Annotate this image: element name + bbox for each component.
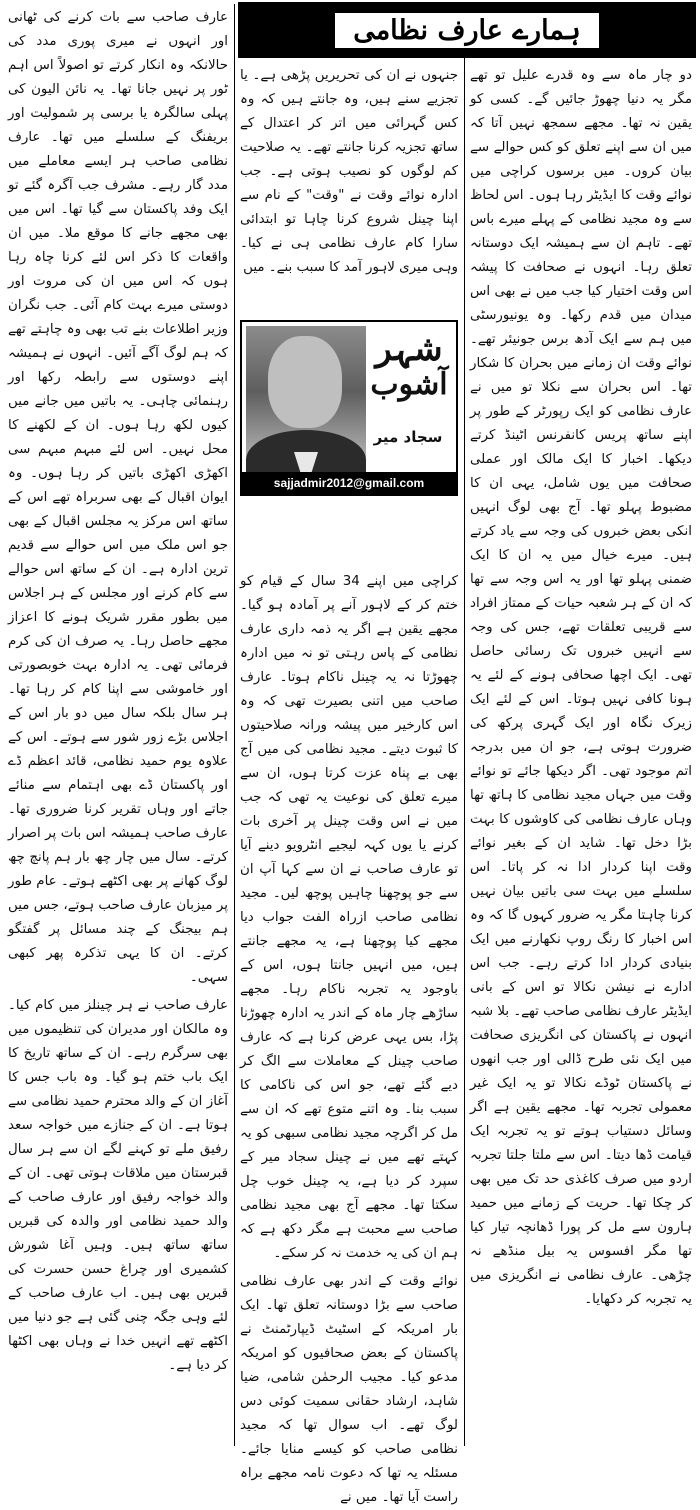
- paragraph: عارف صاحب سے بات کرنے کی ٹھانی اور انہوں نے میری پوری مدد کی حالانکہ وہ انکار کرتے تو اصولاً اس اہم ٹور پر نہیں جانا تھا۔ یہ نائن الیون کی پہلی سالگرہ یا برسی پر شمولیت اور بریفنگ کے سلسلے میں تھا۔ عارف نظامی صاحب ہر ایسے معاملے میں مدد گار رہے۔ مشرف جب آگرہ گئے تو ایک وفد پاکستان سے گیا تھا۔ اس میں بھی مجھے جانے کا موقع ملا۔ میں ان واقعات کا ذکر اس لئے کرنا چاہ رہا ہوں کہ اس میں ان کی مروت اور دوستی میرے بہت کام آئی۔ جب نگران وزیر اطلاعات بنے تب بھی وہ چاہتے تھے کہ ہم لوگ آگے آئیں۔ انہوں نے ہمیشہ اپنے دوستوں سے رابطہ رکھا اور رہنمائی چاہی۔ یہ باتیں میں جانے میں کیوں لکھ رہا ہوں۔ ان کے لکھنے کا محل نہیں۔ اس لئے مبہم مبہم سی اکھڑی اکھڑی باتیں کر رہا ہوں۔ وہ ایوان اقبال کے بھی سربراہ تھے اس کے ساتھ اس مرکز یہ مجلس اقبال کے بھی جو اس ملک میں اس حوالے سے قدیم ترین ادارہ ہے۔ ان کے ساتھ اس حوالے سے کام کرنے اور مجلس کے ہر اجلاس میں بطور مقرر شریک ہونے کا اعزاز مجھے حاصل رہا۔ یہ صرف ان کی کرم فرمائی تھی۔ یہ ادارہ بہت خوبصورتی اور خاموشی سے اپنا کام کر رہا تھا۔ ہر سال بلکہ سال میں دو بار اس کے اجلاس بڑے زور شور سے ہوتے۔ اس کے علاوہ یوم حمید نظامی، قائد اعظم ڈے اور پاکستان ڈے بھی اہتمام سے منائے جاتے اور وہاں تقریر کرنا ضروری تھا۔ عارف صاحب ہمیشہ اس بات پر اصرار کرتے۔ سال میں چار چھ بار ہم پانچ چھ لوگ کھانے پر بھی اکٹھے ہوتے۔ عام طور پر میزبان عارف صاحب ہوتے، جس میں ہم بیجنگ کے چند مسائل پر گفتگو کرتے۔ ان کا یہی تذکرہ پھر کبھی سہی۔: [8, 10, 228, 985]
- column-divider: [464, 4, 465, 1446]
- middle-column-bottom: [240, 570, 458, 1505]
- author-email: sajjadmir2012@gmail.com: [242, 472, 456, 494]
- column-divider: [234, 4, 235, 1446]
- author-name: سجاد میر: [373, 428, 443, 446]
- author-photo: [246, 326, 366, 490]
- paragraph: عارف صاحب نے ہر چینلز میں کام کیا۔ وہ مالکان اور مدیران کی تنظیموں میں بھی سرگرم رہے۔ ان کے ساتھ تاریخ کا ایک باب ختم ہو گیا۔ وہ باب جس کا آغاز ان کے والد محترم حمید نظامی سے ہوتا ہے۔ ان کے جنازے میں خواجہ سعد رفیق ملے تو کہنے لگے ان سے ہر سال قبرستان میں ملاقات ہوتی تھی۔ ان کے والد خواجہ رفیق اور عارف صاحب کے والد حمید نظامی اور والدہ کی قبریں ساتھ ساتھ ہیں۔ وہیں آغا شورش کشمیری اور چراغ حسن حسرت کی قبریں بھی ہیں۔ اب عارف صاحب کے لئے وہی جگہ چنی گئی ہے جو دنیا میں اکٹھے تھے انہیں خدا نے وہاں بھی اکٹھا کر دیا ہے۔: [8, 998, 228, 1373]
- column-logo-line2: آشوب: [370, 367, 448, 402]
- column-logo: [368, 330, 450, 402]
- paragraph: نوائے وقت کے اندر بھی عارف نظامی صاحب سے بڑا دوستانہ تعلق تھا۔ ایک بار امریکہ کے اسٹیٹ ڈیپارٹمنٹ نے پاکستان کے بعض صحافیوں کو امریکہ مدعو کیا۔ مجیب الرحمٰن شامی، ضیا شاہد، ارشاد حقانی سمیت کوئی دس لوگ تھے۔ اب سوال تھا کہ مجید نظامی صاحب کو کیسے منایا جائے۔ مسئلہ یہ تھا کہ دعوت نامہ مجھے براہ راست آیا تھا۔ میں نے: [240, 1274, 458, 1505]
- columnist-box: [240, 320, 458, 496]
- paragraph: کراچی میں اپنے 34 سال کے قیام کو ختم کر کے لاہور آنے پر آمادہ ہو گیا۔ مجھے یقین ہے اگر یہ ذمہ داری عارف نظامی کے پاس رہتی تو نہ میں ادارہ چھوڑتا نہ یہ چینل ناکام ہوتا۔ عارف صاحب میں اتنی بصیرت تھی کہ وہ اس کارخیر میں پیشہ ورانہ صلاحیتوں کا ثبوت دیتے۔ مجید نظامی کی میں آج بھی بے پناہ عزت کرتا ہوں، ان سے میرے تعلق کی نوعیت یہ تھی کہ جب میں نے اس وقت چینل پر آخری بات کرنے یا یوں کہہ لیجیے انٹرویو دینے آیا تو عارف صاحب نے ان سے کہا آپ ان سے جو پوچھنا چاہیں پوچھ لیں۔ مجید نظامی صاحب ازراہ الفت جواب دیا مجھے کیا پوچھنا ہے، یہ مجھے جانتے ہیں، میں انہیں جانتا ہوں، اس کے باوجود یہ تجربہ ناکام رہا۔ مجھے ساڑھے چار ماہ کے اندر یہ ادارہ چھوڑنا پڑا، بس یہی عرض کرنا ہے کہ عارف صاحب چینل کے معاملات سے الگ کر دیے گئے تھے، جو اس کی ناکامی کا سبب بنا۔ وہ اتنے متوع تھے کہ ان سے مل کر اگرچہ مجید نظامی سبھی کو یہ کہتے تھے میں نے چینل سجاد میر کے سپرد کر دیا ہے، یہ چینل خوب چل سکتا تھا۔ مجھے آج بھی مجید نظامی صاحب سے محبت ہے مگر دکھ ہے کہ ہم ان کی یہ خدمت نہ کر سکے۔: [240, 574, 458, 1261]
- column-logo-line1: شہر: [375, 329, 443, 369]
- headline-banner: [238, 2, 696, 58]
- left-column: [8, 6, 228, 1446]
- headline: ہمارے عارف نظامی: [335, 13, 599, 48]
- right-column: [470, 64, 692, 1446]
- paragraph: دو چار ماہ سے وہ قدرے علیل تو تھے مگر یہ دنیا چھوڑ جائیں گے۔ کسی کو یقین نہ تھا۔ مجھے سمجھ نہیں آتا کہ میں ان سے اپنے تعلق کو کس حوالے سے بیان کروں۔ میں برسوں کراچی میں نوائے وقت کا ایڈیٹر رہا ہوں۔ اس لحاظ سے وہ مجید نظامی کے پہلے میرے باس تھے۔ تاہم ان سے ہمیشہ ایک دوستانہ تعلق رہا۔ انہوں نے صحافت کا پیشہ اس وقت اختیار کیا جب میں نے بھی اس میدان میں قدم رکھا۔ وہ یونیورسٹی میں ہم سے ایک آدھ برس جونیئر تھے۔ نوائے وقت ان زمانے میں بحران کا شکار تھا۔ اس بحران سے نکلا تو میں نے عارف نظامی کو ایک رپورٹر کے طور پر اپنے ساتھ پریس کانفرنس اٹینڈ کرتے دیکھا۔ اخبار کا ایک مالک اور عملی صحافت میں یوں شامل، یہی ان کا مضبوط پہلو تھا۔ آج بھی لوگ انہیں انکی بعض خبروں کی وجہ سے یاد کرتے ہیں۔ میرے خیال میں یہ ان کا ایک ضمنی پہلو تھا اور یہ اس وجہ سے تھا کہ ان کے ہر شعبہ حیات کے ممتاز افراد سے قریبی تعلقات تھے، جس کی وجہ سے انہیں خبروں تک رسائی حاصل تھی۔ ایک اچھا صحافی ہونے کے لئے یہ ہونا کافی نہیں ہوتا۔ اس کے لئے ایک زیرک نگاہ اور ایک گہری پرکھ کی ضرورت ہوتی ہے، جو ان میں بدرجہ اتم موجود تھی۔ اگر دیکھا جائے تو نوائے وقت میں جہاں مجید نظامی کا ہاتھ تھا وہاں عارف نظامی کی کاوشوں کا بہت بڑا دخل تھا۔ شاید ان کے بغیر نوائے وقت اپنا کردار ادا نہ کر پاتا۔ اس سلسلے میں بہت سی باتیں بیان نہیں کرنا چاہتا مگر یہ ضرور کہوں گا کہ وہ اس اخبار کا رنگ روپ نکھارنے میں ایک بنیادی کردار ادا کرتے رہے۔ جب اس ادارے نے نیشن نکالا تو اس کے بانی ایڈیٹر عارف نظامی صاحب تھے۔ بلا شبہ انہوں نے پاکستان کی انگریزی صحافت میں ایک نئی طرح ڈالی اور جب انھوں نے پاکستان ٹوڈے نکالا تو یہ ایک غیر معمولی تجربہ تھا۔ مجھے یقین ہے اگر وسائل دستیاب ہوتے تو یہ تجربہ ایک قیامت ڈھا دیتا۔ اس سے ملتا جلتا تجربہ اردو میں صرف کاغذی حد تک میں بھی کر چکا تھا۔ حریت کے زمانے میں حمید ہارون سے مل کر پورا ڈھانچہ تیار کیا تھا مگر افسوس یہ بیل منڈھے نہ چڑھی۔ عارف نظامی نے انگریزی میں یہ تجربہ کر دکھایا۔: [469, 68, 692, 1307]
- photo-head: [268, 336, 342, 428]
- middle-column-top: [240, 64, 458, 314]
- paragraph: جنہوں نے ان کی تحریریں پڑھی ہے۔ یا تجزیے سنے ہیں، وہ جانتے ہیں کہ وہ کس گہرائی میں اتر کر اعتدال کے ساتھ تجزیہ کرنا جانتے تھے۔ یہ صلاحیت کم لوگوں کو نصیب ہوتی ہے۔ جب ادارہ نوائے وقت نے "وقت" کے نام سے اپنا چینل شروع کرنا چاہا تو ابتدائی سارا کام عارف نظامی ہی نے کیا۔ وہی میری لاہور آمد کا سبب بنے۔ میں: [240, 68, 458, 275]
